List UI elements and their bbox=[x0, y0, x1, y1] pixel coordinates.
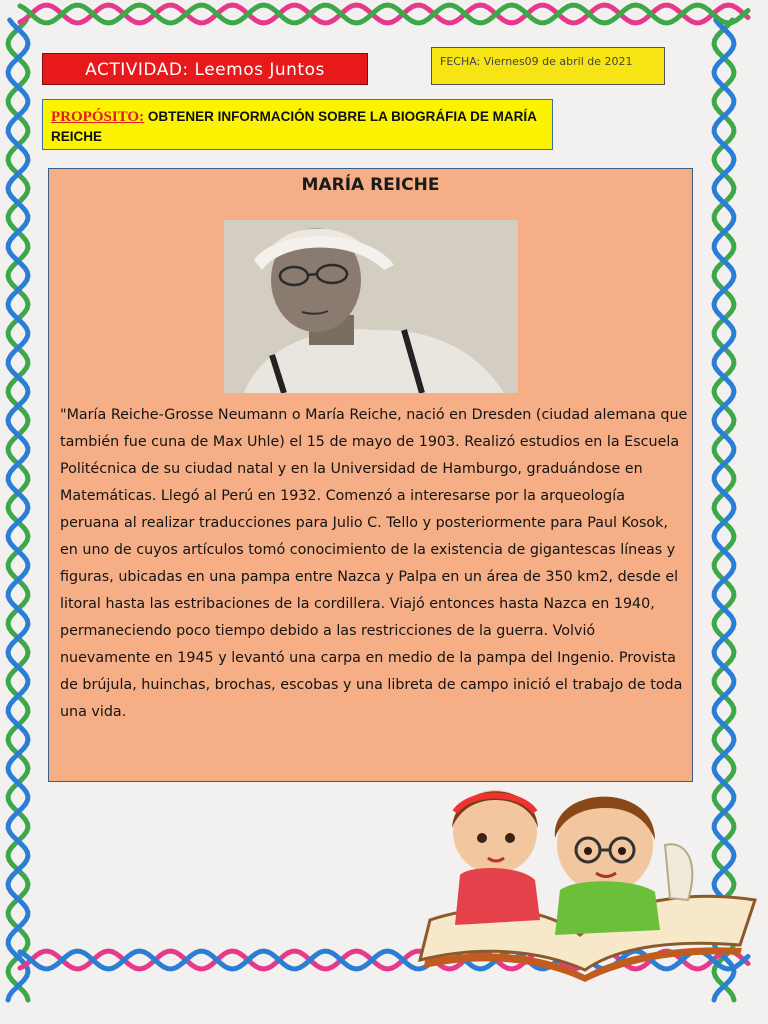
biography-title: MARÍA REICHE bbox=[301, 175, 440, 195]
activity-banner: ACTIVIDAD: Leemos Juntos bbox=[42, 53, 368, 85]
purpose-text: OBTENER INFORMACIÓN SOBRE LA BIOGRÁFIA DE MARÍA REICHE bbox=[51, 109, 537, 144]
kids-reading-illustration bbox=[410, 770, 760, 990]
biography-text: "María Reiche-Grosse Neumann o María Reiche, nació en Dresden (ciudad alemana que también fue cuna de Max Uhle) el 15 de mayo de 1903. Realizó estudios en la Escuela Politécnica de su ciudad natal y en la Universidad de Hamburgo, graduándose en Matemáticas. Llegó al Perú en 1932. Comenzó a interesarse por la arqueología peruana al realizar traducciones para Julio C. Tello y posteriormente para Paul Kosok, en uno de cuyos artículos tomó conocimiento de la existencia de gigantescas líneas y figuras, ubicadas en una pampa entre Nazca y Palpa en un área de 350 km2, desde el litoral hasta las estribaciones de la cordillera. Viajó entonces hasta Nazca en 1940, permaneciendo poco tiempo debido a las restricciones de la guerra. Volvió nuevamente en 1945 y levantó una carpa en medio de la pampa del Ingenio. Provista de brújula, huinchas, brochas, escobas y una libreta de campo inició el trabajo de toda una vida. bbox=[60, 407, 688, 720]
photo-maria-reiche bbox=[224, 220, 518, 393]
date-box: FECHA: Viernes09 de abril de 2021 bbox=[431, 47, 665, 85]
purpose-label: PROPÓSITO: bbox=[51, 109, 145, 125]
purpose-box bbox=[42, 99, 553, 150]
biography-card bbox=[48, 168, 693, 782]
